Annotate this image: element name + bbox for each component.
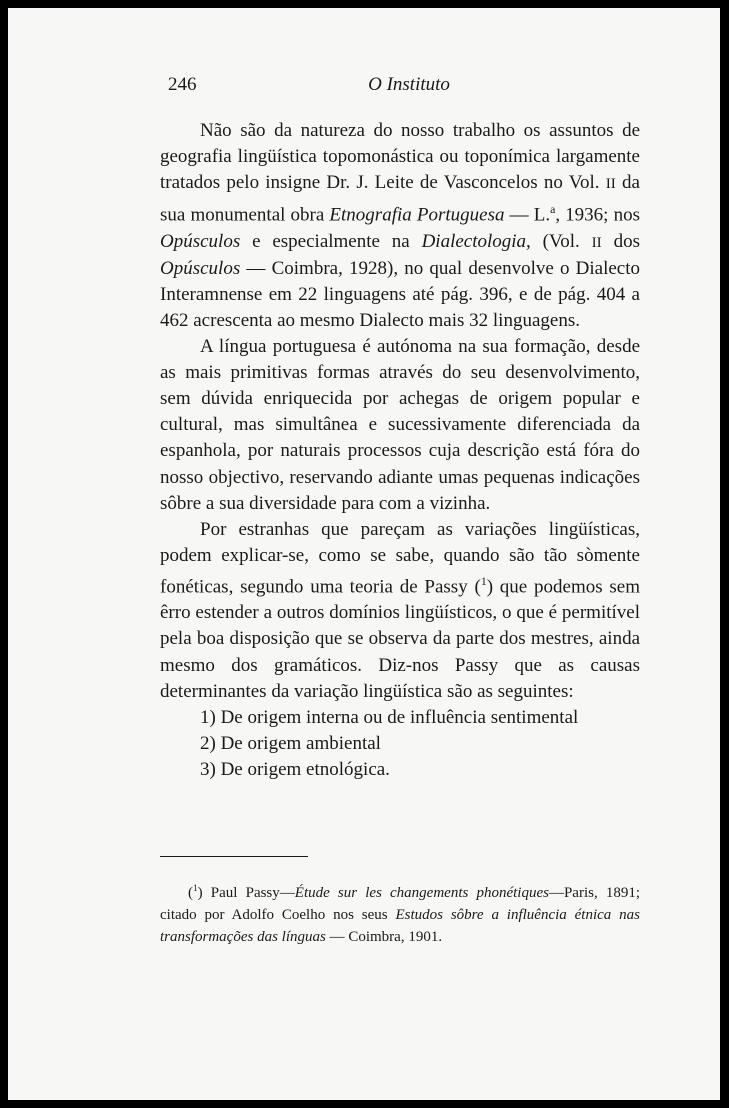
- text-run: —Paris, 1891; citado por Adolfo Coelho nos seus: [160, 885, 641, 923]
- book-title: Etnografia Portuguesa: [329, 204, 505, 226]
- body-text: [160, 118, 640, 783]
- book-title: Dialectologia,: [421, 230, 531, 252]
- footnote: ($^1$) Paul Passy—Étude sur les changements phonétiques—Paris, 1891; citado por Adolfo Coelho nos seus Estudos sôbre a influência étnica nas transformações das línguas — Coimbra, 1901.: [160, 884, 641, 945]
- document-page: [8, 8, 720, 1100]
- page-header: [168, 74, 638, 98]
- footnote-divider: [160, 856, 308, 857]
- running-title: O Instituto: [368, 74, 450, 95]
- book-title: Opúsculos: [160, 230, 241, 252]
- paragraph-3: [160, 517, 640, 705]
- superscript: a: [550, 203, 556, 217]
- footnote-marker: 1: [193, 884, 198, 894]
- text-run: da sua monumental obra: [160, 172, 640, 226]
- text-run: ) que podemos sem êrro estender a outros domínios lingüísticos, o que é permitível pela boa disposição que se observa da parte dos mestres, ainda mesmo dos gramáticos. Diz-nos Passy que as causas determinantes da variação lingüística são as seguintes:: [160, 576, 640, 702]
- text-run: Por estranhas que pareçam as variações lingüísticas, podem explicar-se, como se sabe, quando são tão sòmente fonéticas, segundo uma teoria de Passy (: [160, 518, 640, 598]
- volume-numeral: II: [605, 175, 616, 193]
- list-item: 2) De origem ambiental: [200, 732, 381, 754]
- paragraph-2: A língua portuguesa é autónoma na sua formação, desde as mais primitivas formas através do seu desenvolvimento, sem dúvida enriquecida por achegas de origem popular e cultural, mas simultânea e sucessivamente diferenciada da espanhola, por naturais processos cuja descrição está fóra do nosso objectivo, reservando adiante umas pequenas indicações sôbre a sua diversidade para com a vizinha.: [160, 336, 640, 514]
- text-run: — L.: [504, 204, 551, 226]
- text-run: , 1936; nos: [555, 204, 640, 226]
- text-run: e especialmente na: [240, 230, 422, 252]
- list-item: 3) De origem etnológica.: [200, 758, 390, 780]
- book-title: Étude sur les changements phonétiques: [294, 885, 549, 901]
- book-title: Estudos sôbre a influência étnica nas transformações das línguas: [160, 907, 640, 945]
- text-run: — Coimbra, 1901.: [325, 929, 443, 945]
- footnote-reference: 1: [480, 574, 487, 588]
- text-run: dos: [601, 230, 640, 252]
- text-run: Paul Passy—: [202, 885, 295, 901]
- text-run: Não são da natureza do nosso trabalho os assuntos de geografia lingüística topomonástica ou toponímica largamente tratados pelo insigne Dr. J. Leite de Vasconcelos no Vol.: [160, 120, 640, 194]
- book-title: Opúsculos: [160, 257, 241, 279]
- list-item: 1) De origem interna ou de influência sentimental: [200, 706, 579, 728]
- paragraph-1: [160, 118, 640, 334]
- text-run: (Vol.: [530, 230, 592, 252]
- volume-numeral: II: [591, 233, 602, 251]
- page-number: 246: [168, 74, 197, 95]
- text-run: — Coimbra, 1928), no qual desenvolve o Dialecto Interamnense em 22 linguagens até pág. 396, e de pág. 404 a 462 acrescenta ao mesmo Dialecto mais 32 linguagens.: [160, 257, 640, 331]
